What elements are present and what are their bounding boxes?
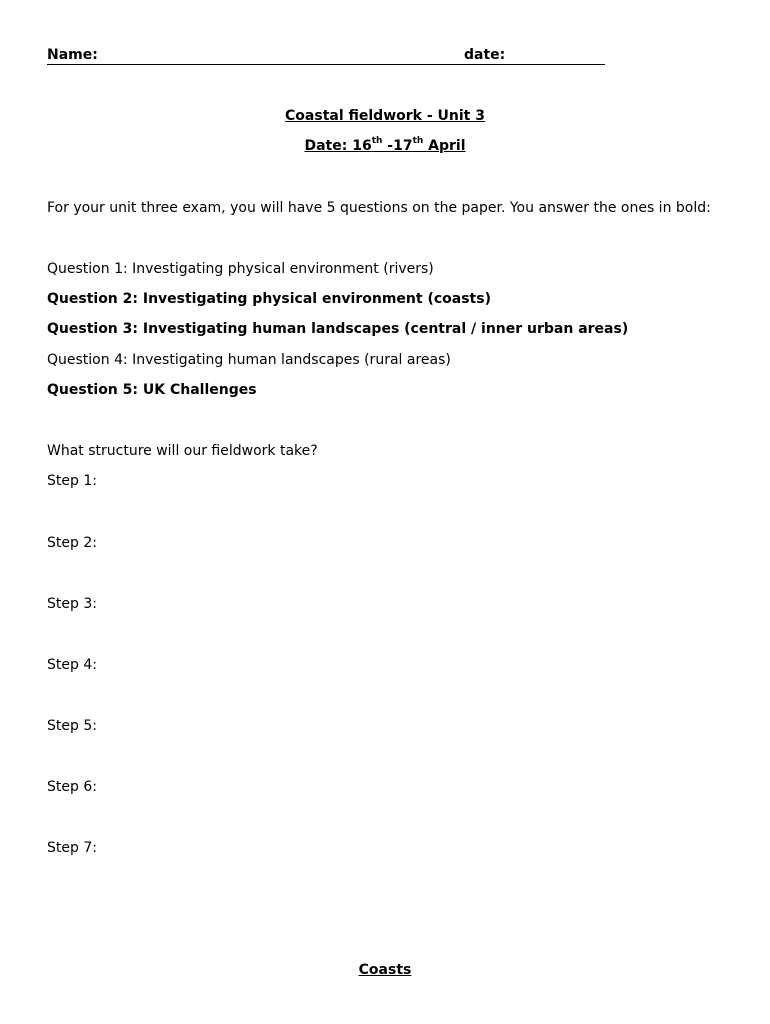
worksheet-title xyxy=(0,107,770,125)
name-blank-line[interactable] xyxy=(95,63,455,64)
step-5-label: Step 5: xyxy=(47,718,97,734)
date-text xyxy=(304,138,465,154)
name-date-row xyxy=(47,46,605,65)
step-3-label: Step 3: xyxy=(47,596,97,612)
intro-text: For your unit three exam, you will have 5 questions on the paper. You answer the ones in bold: xyxy=(47,200,711,216)
date-middle: -17 xyxy=(382,138,413,154)
name-label: Name: xyxy=(47,47,98,63)
question-2: Question 2: Investigating physical environment (coasts) xyxy=(47,291,491,307)
step-2-label: Step 2: xyxy=(47,535,97,551)
title-text: Coastal fieldwork - Unit 3 xyxy=(285,108,485,124)
structure-prompt: What structure will our fieldwork take? xyxy=(47,443,318,459)
fieldwork-date xyxy=(0,137,770,155)
question-3: Question 3: Investigating human landscapes (central / inner urban areas) xyxy=(47,321,629,337)
question-1: Question 1: Investigating physical environment (rivers) xyxy=(47,261,434,277)
date-sup-1: th xyxy=(371,136,383,147)
coasts-heading xyxy=(0,961,770,979)
step-1-label: Step 1: xyxy=(47,473,97,489)
step-7-label: Step 7: xyxy=(47,840,97,856)
question-4: Question 4: Investigating human landscapes (rural areas) xyxy=(47,352,451,368)
date-suffix: April xyxy=(423,138,466,154)
step-4-label: Step 4: xyxy=(47,657,97,673)
date-sup-2: th xyxy=(412,136,424,147)
coasts-heading-text: Coasts xyxy=(358,962,412,978)
question-5: Question 5: UK Challenges xyxy=(47,382,257,398)
step-6-label: Step 6: xyxy=(47,779,97,795)
date-label: date: xyxy=(464,47,506,63)
date-prefix: Date: 16 xyxy=(304,138,372,154)
